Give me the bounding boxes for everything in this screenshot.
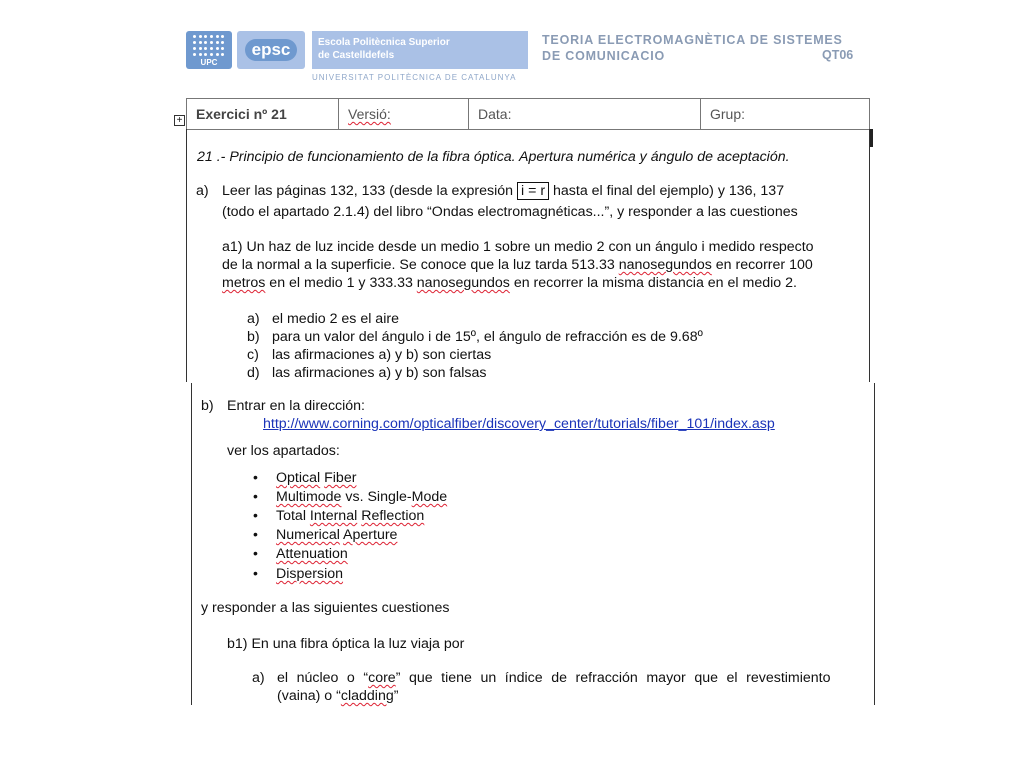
upc-logo: UPC	[186, 31, 232, 69]
topic-item: Multimode vs. Single-Mode	[276, 489, 448, 505]
frame-marker	[870, 129, 873, 147]
question-a1-line3: metros en el medio 1 y 333.33 nanosegundos en recorrer la misma distancia en el medio 2.	[222, 275, 797, 291]
see-sections-text: ver los apartados:	[227, 443, 340, 459]
option-marker: c)	[247, 347, 259, 363]
exercise-number: Exercici nº 21	[187, 99, 339, 129]
document-header	[186, 30, 866, 88]
version-field[interactable]: Versió:	[339, 99, 469, 129]
topic-item: Optical Fiber	[276, 470, 357, 486]
option-marker: a)	[247, 311, 260, 327]
topic-item: Dispersion	[276, 566, 344, 582]
option-text: las afirmaciones a) y b) son ciertas	[272, 347, 492, 363]
item-b-marker: b)	[201, 398, 214, 414]
question-a1-line2: de la normal a la superficie. Se conoce que la luz tarda 513.33 nanosegundos en recorrer 100	[222, 257, 813, 273]
course-title: TEORIA ELECTROMAGNÈTICA DE SISTEMES DE COMUNICACIO	[542, 33, 843, 63]
topic-item: Attenuation	[276, 546, 348, 562]
option-text: el medio 2 es el aire	[272, 311, 399, 327]
bullet-icon: •	[253, 545, 258, 561]
option-text: las afirmaciones a) y b) son falsas	[272, 365, 487, 381]
item-a-marker: a)	[196, 183, 209, 199]
option-marker: a)	[252, 670, 265, 686]
topic-item: Numerical Aperture	[276, 527, 398, 543]
option-text: para un valor del ángulo i de 15º, el ángulo de refracción es de 9.68º	[272, 329, 703, 345]
respond-text: y responder a las siguientes cuestiones	[201, 600, 450, 616]
item-b-intro: Entrar en la dirección:	[227, 398, 366, 414]
option-marker: d)	[247, 365, 260, 381]
school-name: Escola Politècnica Superior de Castelldefels	[312, 31, 528, 69]
item-a-line1: Leer las páginas 132, 133 (desde la expresión i = r hasta el final del ejemplo) y 136, 137	[222, 183, 785, 199]
epsc-logo: epsc	[237, 31, 305, 69]
date-field[interactable]: Data:	[469, 99, 701, 129]
option-marker: b)	[247, 329, 260, 345]
course-code: QT06	[822, 48, 854, 62]
question-a1-line1: a1) Un haz de luz incide desde un medio 1 sobre un medio 2 con un ángulo i medido respecto	[222, 239, 814, 255]
exercise-info-table	[186, 98, 870, 130]
bullet-icon: •	[253, 565, 258, 581]
bullet-icon: •	[253, 507, 258, 523]
item-a-line2: (todo el apartado 2.1.4) del libro “Ondas electromagnéticas...”, y responder a las cuestiones	[222, 204, 798, 220]
formula-box: i = r	[517, 182, 549, 200]
corning-tutorial-link[interactable]: http://www.corning.com/opticalfiber/discovery_center/tutorials/fiber_101/index.asp	[263, 416, 775, 432]
bullet-icon: •	[253, 526, 258, 542]
option-text-line1: el núcleo o “core” que tiene un índice de refracción mayor que el revestimiento	[277, 670, 831, 686]
question-b1: b1) En una fibra óptica la luz viaja por	[227, 636, 465, 652]
table-move-handle-icon[interactable]: +	[174, 115, 185, 126]
bullet-icon: •	[253, 469, 258, 485]
university-name: UNIVERSITAT POLITÈCNICA DE CATALUNYA	[312, 73, 517, 82]
group-field[interactable]: Grup:	[710, 106, 746, 122]
exercise-title: 21 .- Principio de funcionamiento de la fibra óptica. Apertura numérica y ángulo de aceptación.	[197, 149, 790, 165]
topic-item: Total Internal Reflection	[276, 508, 425, 524]
bullet-icon: •	[253, 488, 258, 504]
option-text-line2: (vaina) o “cladding”	[277, 688, 399, 704]
